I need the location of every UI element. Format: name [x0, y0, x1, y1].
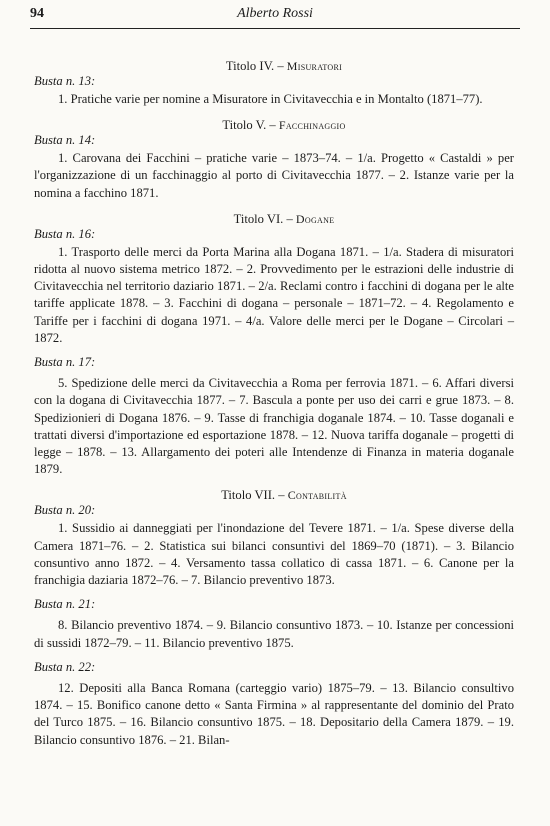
busta-label: Busta n. 17:: [34, 355, 96, 370]
entry-paragraph: 5. Spedizione delle merci da Civitavecchia a Roma per ferrovia 1871. – 6. Affari diversi con la dogana di Civitavecchia 1877. – 7. Bascula a ponte per uso dei carri e grue 1873. – 8. Spedizionieri di Dogana 1876. – 9. Tasse di franchigia doganale 1874. – 10. Tasse doganali e trattati diversi d'importazione ed esportazione 1878. – 12. Nuova tariffa doganale – progetti di legge – 1878. – 13. Allargamento dei poteri alle Intendenze di Finanza in materia doganale 1879.: [34, 376, 514, 477]
section-titolo-v: [34, 117, 514, 202]
section-title-name: Misuratori: [286, 59, 343, 73]
section-title: [34, 58, 534, 75]
section-title-prefix: Titolo IV. –: [225, 59, 284, 73]
entry-paragraph: 1. Pratiche varie per nomine a Misuratore in Civitavecchia e in Montalto (1871–77).: [58, 92, 483, 106]
section-title-prefix: Titolo VI. –: [233, 211, 293, 226]
section-head: [34, 58, 514, 91]
section-titolo-iv: [34, 58, 514, 108]
busta-label: Busta n. 20:: [34, 503, 96, 518]
section-head: [34, 117, 514, 150]
entry-paragraph: 1. Sussidio ai danneggiati per l'inondazione del Tevere 1871. – 1/a. Spese diverse della Camera 1871–76. – 2. Statistica sui bilanci consuntivi del 1869–70 (1871). – 3. Bilancio consuntivo anno 1872. – 4. Versamento tassa collatico di cassa 1871. – 6. Canone per la franchigia daziaria 1872–76. – 7. Bilancio preventivo 1873.: [34, 521, 514, 588]
section-title-name: Dogane: [295, 211, 335, 226]
document-body: [34, 58, 514, 758]
section-title-prefix: Titolo VII. –: [221, 488, 285, 503]
section-title-prefix: Titolo V. –: [222, 118, 276, 133]
section-titolo-vi: [34, 211, 514, 479]
running-head: Alberto Rossi: [237, 6, 313, 21]
page-number: 94: [30, 6, 44, 21]
section-head: [34, 211, 514, 244]
busta-label: Busta n. 21:: [34, 597, 96, 612]
section-title: [34, 211, 534, 228]
section-title: [34, 117, 534, 134]
busta-label: Busta n. 22:: [34, 659, 96, 674]
page-header: [30, 5, 520, 27]
entry-paragraph: 12. Depositi alla Banca Romana (carteggio vario) 1875–79. – 13. Bilancio consultivo 1874. – 15. Bonifico canone detto « Santa Firmina » al rappresentante del dominio del Prato del Turco 1875. – 16. Bilancio consuntivo 1875. – 18. Depositario della Camera 1879. – 19. Bilancio consuntivo 1876. – 21. Bilan-: [34, 681, 514, 747]
section-head: [34, 487, 514, 520]
section-title-name: Contabilità: [287, 488, 347, 503]
entry-paragraph: 1. Carovana dei Facchini – pratiche varie – 1873–74. – 1/a. Progetto « Castaldi » per l'organizzazione di un facchinaggio al porto di Civitavecchia 1877. – 2. Istanze varie per la nomina a facchino 1871.: [34, 151, 514, 200]
entry-paragraph: 8. Bilancio preventivo 1874. – 9. Bilancio consuntivo 1873. – 10. Istanze per concessioni di sussidi 1872–79. – 11. Bilancio preventivo 1875.: [34, 618, 514, 650]
section-title-name: Facchinaggio: [278, 118, 346, 133]
busta-label: Busta n. 16:: [34, 226, 96, 241]
busta-label: Busta n. 13:: [34, 74, 96, 88]
header-rule: [30, 28, 520, 29]
entry-paragraph: 1. Trasporto delle merci da Porta Marina alla Dogana 1871. – 1/a. Stadera di misuratori ridotta al nuovo sistema metrico 1872. – 2. Provvedimento per le estrazioni delle industrie di Civitavecchia nel territorio daziario 1871. – 2/a. Reclami contro i facchini di dogana per le alte tariffe applicate 1878. – 3. Facchini di dogana – personale – 1871–72. – 4. Regolamento e Tariffe per i facchini di dogana 1971. – 4/a. Valore delle merci per le Dogane – Circolari – 1872.: [34, 244, 514, 345]
section-titolo-vii: [34, 487, 514, 748]
section-title: [34, 487, 534, 504]
busta-label: Busta n. 14:: [34, 133, 96, 148]
